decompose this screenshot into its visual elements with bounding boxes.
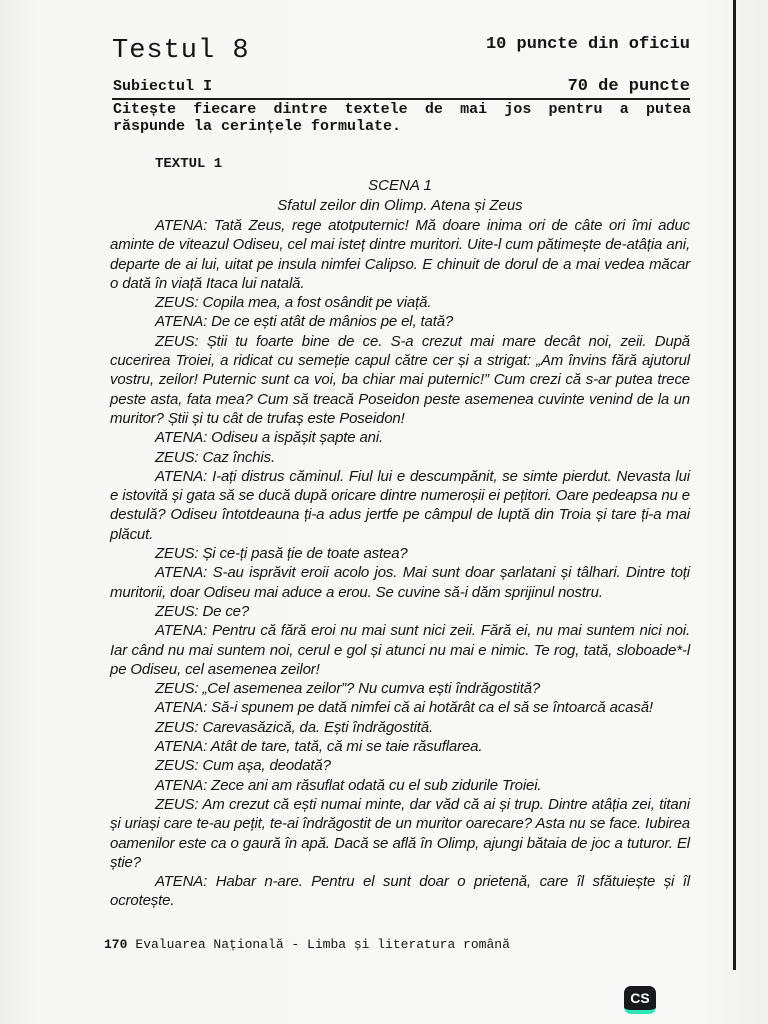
page-number: 170 <box>104 937 128 952</box>
dialogue-line: ZEUS: Carevasăzică, da. Ești îndrăgostită. <box>155 718 433 736</box>
camscanner-badge: CS <box>624 986 656 1014</box>
subject-divider <box>112 98 690 100</box>
dialogue-line: ATENA: Zece ani am răsuflat odată cu el sub zidurile Troiei. <box>155 776 542 794</box>
dialogue-line: ATENA: Atât de tare, tată, că mi se taie răsuflarea. <box>155 738 483 756</box>
official-points: 10 puncte din oficiu <box>485 35 690 54</box>
dialogue-line: ZEUS: Știi tu foarte bine de ce. S-a crezut mai mare decât noi, zeii. După cucerirea Troiei, a ridicat cu semeție capul către cer și a strigat: „Am învins fără ajutorul vostru, zeilor! Puternic sunt ca voi, ba chiar mai puternic!” Cum crezi că s-ar putea trece peste asta, fata mea? Cum să treacă Poseidon peste asemenea cuvinte venind de la un muritor? Știi și tu cât de trufaș este Poseidon! <box>110 332 690 427</box>
subject-points: 70 de puncte <box>567 77 690 96</box>
subject-label: Subiectul I <box>113 78 213 95</box>
book-title: Evaluarea Națională - Limba și literatura română <box>135 937 510 952</box>
scene-subtitle: Sfatul zeilor din Olimp. Atena și Zeus <box>277 197 523 214</box>
instruction-text: Citește fiecare dintre textele de mai jos pentru a putea răspunde la cerințele formulate. <box>113 101 691 135</box>
dialogue-block <box>110 216 690 911</box>
dialogue-line: ZEUS: De ce? <box>155 602 250 620</box>
test-title: Testul 8 <box>112 36 250 66</box>
dialogue-line: ZEUS: Caz închis. <box>155 448 275 466</box>
dialogue-line: ATENA: Să-i spunem pe dată nimfei că ai hotărât ca el să se întoarcă acasă! <box>155 699 653 717</box>
page-footer <box>104 937 510 952</box>
scene-title: SCENA 1 <box>368 177 432 194</box>
dialogue-line: ATENA: Tată Zeus, rege atotputernic! Mă doare inima ori de câte ori îmi aduc aminte de viteazul Odiseu, cel mai isteț dintre muritori. Uite-l cum pătimește de-atâția ani, departe de ai lui, uitat pe insula nimfei Calipso. E chinuit de dorul de a mai vedea măcar o dată în viață Itaca lui natală. <box>110 217 690 292</box>
dialogue-line: ZEUS: Cum așa, deodată? <box>155 757 331 775</box>
dialogue-line: ATENA: Habar n-are. Pentru el sunt doar o prietenă, care îl sfătuiește și îl ocrotește. <box>110 873 690 910</box>
dialogue-line: ATENA: De ce ești atât de mânios pe el, tată? <box>155 313 454 331</box>
right-margin-rule <box>733 0 736 970</box>
dialogue-line: ZEUS: „Cel asemenea zeilor”? Nu cumva ești îndrăgostită? <box>155 680 541 698</box>
dialogue-line: ATENA: Pentru că fără eroi nu mai sunt nici zeii. Fără ei, nu mai suntem nici noi. Iar când nu mai suntem noi, cerul e gol și atunci nu mai e nimic. Te rog, tată, sloboade*-l pe Odiseu, cel asemenea zeilor! <box>110 622 690 678</box>
dialogue-line: ZEUS: Și ce-ți pasă ție de toate astea? <box>155 545 408 563</box>
dialogue-line: ATENA: I-ați distrus căminul. Fiul lui e descumpănit, se simte pierdut. Nevasta lui e istovită și gata să se ducă după oricare dintre numeroșii ei pețitori. Oare pedeapsa nu e destulă? Odiseu întotdeauna ți-a adus jertfe pe câmpul de luptă din Troia și tare ți-a mai plăcut. <box>110 467 690 543</box>
dialogue-line: ZEUS: Copila mea, a fost osândit pe viață. <box>155 294 432 312</box>
dialogue-line: ZEUS: Am crezut că ești numai minte, dar văd că ai și trup. Dintre atâția zei, titani și uriași care te-au pețit, te-ai îndrăgostit de un muritor oarecare? Asta nu se face. Iubirea oamenilor este ca o gaură în apă. Dacă se află în Olimp, ajungi bătaia de joc a tuturor. El știe? <box>110 795 690 871</box>
dialogue-line: ATENA: S-au isprăvit eroii acolo jos. Mai sunt doar șarlatani și tâlhari. Dintre toți muritorii, doar Odiseu mai aduce a erou. Se cuvine să-i dăm sprijinul nostru. <box>110 564 690 601</box>
dialogue-line: ATENA: Odiseu a ispășit șapte ani. <box>155 429 384 447</box>
text-label: TEXTUL 1 <box>155 156 223 172</box>
